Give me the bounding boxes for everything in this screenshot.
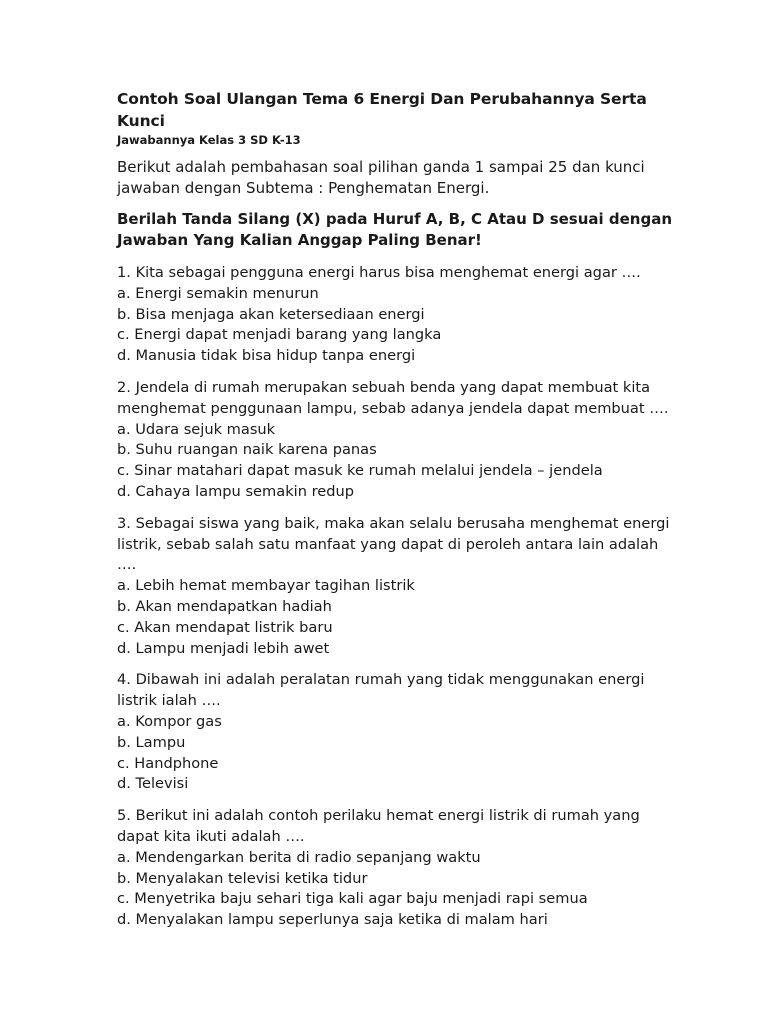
question-1 — [117, 263, 677, 367]
option-c: c. Menyetrika baju sehari tiga kali agar baju menjadi rapi semua — [117, 890, 588, 908]
option-d: d. Televisi — [117, 775, 189, 793]
option-c: c. Handphone — [117, 754, 219, 772]
option-d: d. Menyalakan lampu seperlunya saja ketika di malam hari — [117, 911, 548, 929]
intro-paragraph: Berikut adalah pembahasan soal pilihan ganda 1 sampai 25 dan kunci jawaban dengan Subtema : Penghematan Energi. — [117, 158, 645, 197]
option-b: b. Akan mendapatkan hadiah — [117, 597, 332, 615]
option-a: a. Udara sejuk masuk — [117, 420, 276, 438]
question-text: 1. Kita sebagai pengguna energi harus bisa menghemat energi agar …. — [117, 264, 641, 281]
question-4 — [117, 670, 677, 795]
option-a: a. Energi semakin menurun — [117, 284, 319, 302]
question-list — [117, 263, 677, 931]
option-b: b. Suhu ruangan naik karena panas — [117, 441, 377, 459]
option-c: c. Akan mendapat listrik baru — [117, 618, 333, 636]
option-b: b. Lampu — [117, 733, 186, 751]
option-d: d. Cahaya lampu semakin redup — [117, 482, 355, 500]
option-a: a. Kompor gas — [117, 712, 222, 730]
option-a: a. Lebih hemat membayar tagihan listrik — [117, 577, 415, 595]
option-d: d. Manusia tidak bisa hidup tanpa energi — [117, 347, 416, 365]
instruction-paragraph: Berilah Tanda Silang (X) pada Huruf A, B, C Atau D sesuai dengan Jawaban Yang Kalian Anggap Paling Benar! — [117, 210, 673, 249]
option-c: c. Sinar matahari dapat masuk ke rumah melalui jendela – jendela — [117, 462, 603, 480]
question-text: 4. Dibawah ini adalah peralatan rumah yang tidak menggunakan energi listrik ialah …. — [117, 671, 645, 710]
option-c: c. Energi dapat menjadi barang yang langka — [117, 326, 442, 344]
option-b: b. Bisa menjaga akan ketersediaan energi — [117, 305, 425, 323]
document-title: Contoh Soal Ulangan Tema 6 Energi Dan Perubahannya Serta Kunci — [117, 90, 647, 130]
option-b: b. Menyalakan televisi ketika tidur — [117, 869, 368, 887]
document-page — [117, 88, 677, 942]
document-subtitle: Jawabannya Kelas 3 SD K-13 — [117, 133, 301, 147]
question-text: 3. Sebagai siswa yang baik, maka akan selalu berusaha menghemat energi listrik, sebab salah satu manfaat yang dapat di peroleh antara lain adalah …. — [117, 514, 670, 574]
question-3 — [117, 514, 677, 660]
question-2 — [117, 378, 677, 503]
question-text: 2. Jendela di rumah merupakan sebuah benda yang dapat membuat kita menghemat penggunaan lampu, sebab adanya jendela dapat membuat …. — [117, 378, 669, 417]
option-a: a. Mendengarkan berita di radio sepanjang waktu — [117, 848, 481, 866]
option-d: d. Lampu menjadi lebih awet — [117, 639, 330, 657]
question-5 — [117, 806, 677, 931]
question-text: 5. Berikut ini adalah contoh perilaku hemat energi listrik di rumah yang dapat kita ikuti adalah …. — [117, 807, 640, 845]
